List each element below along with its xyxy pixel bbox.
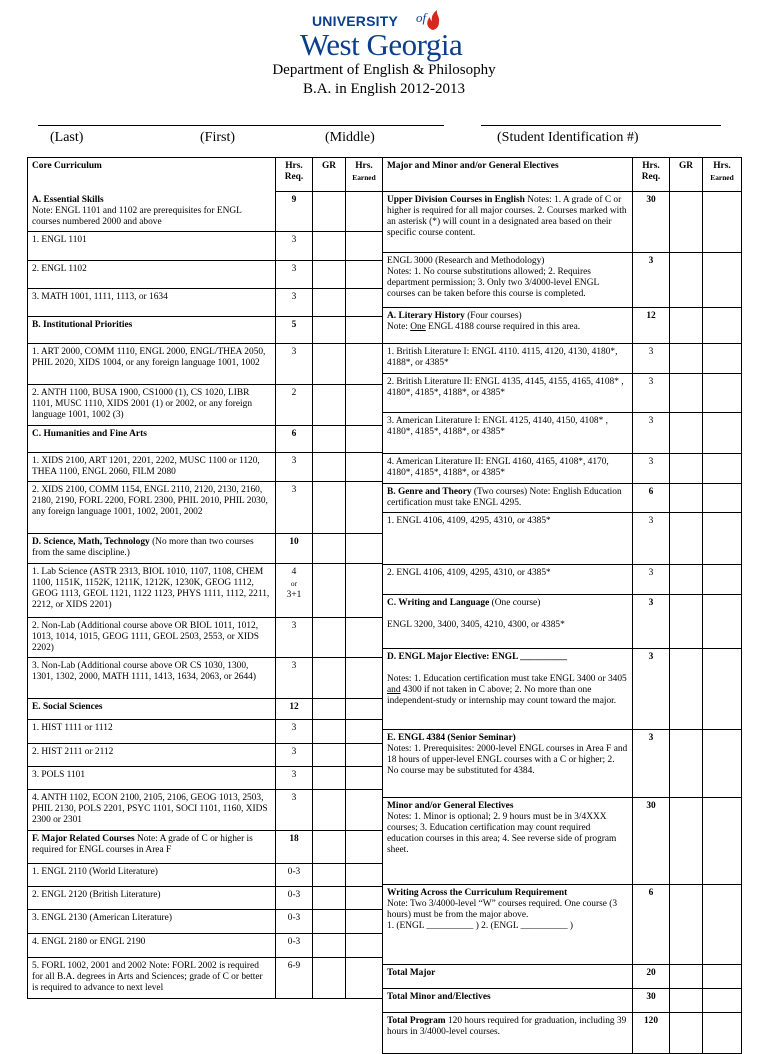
program-sheet-table	[27, 157, 742, 192]
table-cell	[670, 484, 703, 513]
table-cell: 6-9	[276, 958, 313, 999]
hrs-cell[interactable]	[703, 344, 742, 374]
text-span: Notes: 1. Education certification must take ENGL 3400 or 3405	[387, 674, 627, 684]
text-span: Hrs.	[713, 161, 731, 171]
hrs-cell[interactable]	[346, 720, 383, 744]
gr-cell[interactable]	[313, 958, 346, 999]
area-a-hours: 9	[276, 192, 313, 232]
table-cell: 3	[276, 232, 313, 261]
table-cell	[703, 484, 742, 513]
table-cell	[313, 192, 346, 232]
row-e2: 2. HIST 2111 or 2112	[28, 744, 276, 767]
gr-cell[interactable]	[313, 453, 346, 482]
table-cell	[346, 192, 383, 232]
id-signature-line[interactable]	[481, 125, 721, 126]
name-signature-line[interactable]	[38, 125, 444, 126]
hrs-cell[interactable]	[346, 232, 383, 261]
gr-cell[interactable]	[670, 885, 703, 965]
table-cell: 18	[276, 831, 313, 864]
table-cell: 120	[633, 1013, 670, 1054]
table-cell: 3	[633, 513, 670, 565]
area-b-title: B. Institutional Priorities	[28, 317, 276, 344]
table-cell	[670, 1013, 703, 1054]
table-cell: 3	[633, 595, 670, 649]
hrs-earned-header-left	[346, 158, 383, 192]
gr-cell[interactable]	[313, 618, 346, 658]
gr-cell[interactable]	[670, 454, 703, 484]
table-cell: 2	[276, 385, 313, 426]
hrs-earned-header-right	[703, 158, 742, 192]
hrs-cell[interactable]	[703, 413, 742, 454]
area-d-title	[28, 534, 276, 564]
gr-cell[interactable]	[313, 261, 346, 289]
text-span: ENGL 4188 course required in this area.	[425, 322, 581, 332]
gr-cell[interactable]	[670, 730, 703, 798]
table-cell: 3	[276, 790, 313, 831]
hrs-cell[interactable]	[346, 564, 383, 618]
program-title: B.A. in English 2012-2013	[302, 81, 466, 97]
hrs-cell[interactable]	[703, 374, 742, 413]
row-lh1: 1. British Literature I: ENGL 4110. 4115, 4120, 4130, 4180*, 4188*, or 4385*	[383, 344, 633, 374]
gr-cell[interactable]	[313, 232, 346, 261]
text-span: F. Major Related Courses	[32, 834, 135, 844]
table-cell: 30	[633, 192, 670, 253]
text-span: ENGL 3200, 3400, 3405, 4210, 4300, or 4385*	[387, 620, 565, 630]
table-cell	[703, 1013, 742, 1054]
hrs-cell[interactable]	[703, 730, 742, 798]
table-cell	[703, 308, 742, 344]
hrs-cell[interactable]	[346, 482, 383, 534]
table-cell: 12	[633, 308, 670, 344]
table-cell: 0-3	[276, 864, 313, 887]
text-span: D. Science, Math, Technology	[32, 537, 150, 547]
text-span: 4	[291, 567, 297, 577]
gr-cell[interactable]	[313, 385, 346, 426]
row-f1: 1. ENGL 2110 (World Literature)	[28, 864, 276, 887]
text-span: D. ENGL Major Elective: ENGL __________	[387, 652, 568, 662]
hrs-cell[interactable]	[703, 513, 742, 565]
gr-cell[interactable]	[313, 289, 346, 317]
text-span: (Four courses)	[467, 311, 522, 321]
text-span: (Two courses) Note: English Education certification must take ENGL 4295.	[387, 487, 622, 508]
table-cell	[346, 534, 383, 564]
hrs-cell[interactable]	[346, 261, 383, 289]
text-span: 120 hours required for graduation, including 39 hours in 3/4000-level courses.	[387, 1016, 627, 1037]
table-cell	[670, 989, 703, 1013]
major-elective-block	[383, 649, 633, 730]
table-cell	[703, 965, 742, 989]
logo-university-text: UNIVERSITY	[312, 13, 399, 29]
hrs-cell[interactable]	[346, 934, 383, 958]
total-program-row	[383, 1013, 633, 1054]
text-span: Upper Division Courses in English	[387, 195, 525, 205]
table-cell	[670, 798, 703, 885]
table-cell: 6	[633, 484, 670, 513]
text-span: Earned	[352, 173, 376, 182]
last-name-label: (Last)	[50, 130, 84, 145]
table-cell: 3	[633, 253, 670, 308]
row-b2: 2. ANTH 1100, BUSA 1900, CS1000 (1), CS 1020, LIBR 1101, MUSC 1110, XIDS 2001 (1) or 2002, or any foreign language 1001, 1002 (3)	[28, 385, 276, 426]
row-e3: 3. POLS 1101	[28, 767, 276, 790]
area-c-title: C. Humanities and Fine Arts	[28, 426, 276, 453]
row-lh3: 3. American Literature I: ENGL 4125, 4140, 4150, 4108* , 4180*, 4185*, 4188*, or 4385*	[383, 413, 633, 454]
gr-cell[interactable]	[670, 595, 703, 649]
senior-seminar-block	[383, 730, 633, 798]
hrs-cell[interactable]	[703, 565, 742, 595]
table-cell	[346, 831, 383, 864]
gr-cell[interactable]	[313, 910, 346, 934]
total-minor-row: Total Minor and/Electives	[383, 989, 633, 1013]
text-span: Total Program	[387, 1016, 446, 1026]
hrs-cell[interactable]	[346, 658, 383, 699]
text-span: Note: ENGL 1101 and 1102 are prerequisites for ENGL courses numbered 2000 and above	[32, 206, 242, 227]
gr-cell[interactable]	[313, 720, 346, 744]
table-cell: 3	[276, 482, 313, 534]
table-cell: 10	[276, 534, 313, 564]
table-cell: 6	[276, 426, 313, 453]
row-d2: 2. Non-Lab (Additional course above OR BIOL 1011, 1012, 1013, 1014, 1015, GEOG 1111, GEOL 2503, 2553, or XIDS 2202)	[28, 618, 276, 658]
row-lh4: 4. American Literature II: ENGL 4160, 4165, 4108*, 4170, 4180*, 4185*, 4188*, or 4385*	[383, 454, 633, 484]
department-title: Department of English & Philosophy	[272, 62, 496, 78]
hrs-cell[interactable]	[703, 885, 742, 965]
table-cell: 3	[276, 344, 313, 385]
hrs-cell[interactable]	[703, 649, 742, 730]
genre-theory-block	[383, 484, 633, 513]
text-span: Writing Across the Curriculum Requirement	[387, 888, 568, 898]
text-span: Hrs.	[355, 161, 373, 171]
gr-cell[interactable]	[670, 513, 703, 565]
gr-cell[interactable]	[670, 649, 703, 730]
row-a3: 3. MATH 1001, 1111, 1113, or 1634	[28, 289, 276, 317]
text-span: or	[290, 579, 298, 588]
row-d1-hours	[276, 564, 313, 618]
hrs-cell[interactable]	[346, 767, 383, 790]
row-a1: 1. ENGL 1101	[28, 232, 276, 261]
gr-cell[interactable]	[313, 934, 346, 958]
row-e1: 1. HIST 1111 or 1112	[28, 720, 276, 744]
area-a-title	[28, 192, 276, 232]
upper-division-block	[383, 192, 633, 253]
wac-block	[383, 885, 633, 965]
text-span: and	[387, 685, 401, 695]
text-span: B. Genre and Theory	[387, 487, 472, 497]
table-cell: 30	[633, 989, 670, 1013]
hrs-req-header-left: Hrs. Req.	[276, 158, 313, 192]
engl-3000-block	[383, 253, 633, 308]
table-cell: 3	[276, 289, 313, 317]
gr-cell[interactable]	[670, 413, 703, 454]
text-span: ENGL 3000 (Research and Methodology)	[387, 256, 545, 266]
text-span: (One course)	[491, 598, 541, 608]
gr-header-left: GR	[313, 158, 346, 192]
table-cell: 3	[633, 374, 670, 413]
hrs-cell[interactable]	[346, 618, 383, 658]
text-span: A. Literary History	[387, 311, 465, 321]
table-cell: 3	[276, 658, 313, 699]
row-d1: 1. Lab Science (ASTR 2313, BIOL 1010, 1107, 1108, CHEM 1100, 1151K, 1152K, 1211K, 1212K, 1230K, GEOG 1112, GEOG 1113, GEOL 1121, 1122 1123, PHYS 1111, 1112, 2211, 2212, or XIDS 2201)	[28, 564, 276, 618]
row-f5: 5. FORL 1002, 2001 and 2002 Note: FORL 2002 is required for all B.A. degrees in Arts and Sciences; grade of C or better is required to advance to next level	[28, 958, 276, 999]
row-a2: 2. ENGL 1102	[28, 261, 276, 289]
row-d3: 3. Non-Lab (Additional course above OR CS 1030, 1300, 1301, 1302, 2000, MATH 1111, 1413, 1634, 2063, or 2644)	[28, 658, 276, 699]
text-span: Notes: 1. Prerequisites: 2000-level ENGL courses in Area F and 18 hours of upper-level ENGL courses with a C or higher; 2. No course may be substituted for 4384.	[387, 744, 628, 776]
gr-cell[interactable]	[313, 564, 346, 618]
table-cell: 30	[633, 798, 670, 885]
table-cell: 0-3	[276, 934, 313, 958]
first-name-label: (First)	[200, 130, 235, 145]
text-span: (No more than two courses from the same discipline.)	[32, 537, 254, 558]
table-cell	[346, 317, 383, 344]
gr-cell[interactable]	[670, 344, 703, 374]
hrs-req-header-right: Hrs. Req.	[633, 158, 670, 192]
table-cell: 3	[633, 344, 670, 374]
table-cell	[346, 426, 383, 453]
table-cell: 3	[276, 767, 313, 790]
hrs-cell[interactable]	[346, 910, 383, 934]
text-span: Earned	[710, 173, 734, 182]
hrs-cell[interactable]	[346, 744, 383, 767]
text-span: 3+1	[286, 590, 302, 600]
table-cell: 3	[276, 453, 313, 482]
gr-cell[interactable]	[313, 864, 346, 887]
area-f-title	[28, 831, 276, 864]
row-f2: 2. ENGL 2120 (British Literature)	[28, 887, 276, 910]
wac-blanks: 1. (ENGL __________ ) 2. (ENGL __________ )	[387, 921, 573, 931]
student-id-label: (Student Identification #)	[497, 130, 639, 145]
table-cell: 5	[276, 317, 313, 344]
table-cell: 12	[276, 699, 313, 720]
hrs-cell[interactable]	[346, 344, 383, 385]
table-cell: 3	[633, 565, 670, 595]
middle-name-label: (Middle)	[325, 130, 375, 145]
row-c1: 1. XIDS 2100, ART 1201, 2201, 2202, MUSC 1100 or 1120, THEA 1100, ENGL 2060, FILM 2080	[28, 453, 276, 482]
text-span: A. Essential Skills	[32, 195, 104, 205]
text-span: Note: A grade of C or higher is required for ENGL courses in Area F	[32, 834, 253, 855]
text-span: One	[410, 322, 426, 332]
writing-language-block	[383, 595, 633, 649]
text-span: Note:	[387, 322, 411, 332]
hrs-cell[interactable]	[703, 253, 742, 308]
table-cell	[703, 798, 742, 885]
table-cell	[346, 699, 383, 720]
text-span: Notes: 1. A grade of C or higher is required for all major courses. 2. Courses marked with an asterisk (*) will count in a designated area based on their specific course content.	[387, 195, 627, 238]
table-cell	[313, 317, 346, 344]
university-logo	[0, 7, 768, 67]
hrs-cell[interactable]	[346, 790, 383, 831]
table-cell	[313, 534, 346, 564]
text-span: 4300 if not taken in C above; 2. No more than one independent-study or internship may count toward the major.	[387, 685, 617, 706]
gr-cell[interactable]	[313, 767, 346, 790]
gr-cell[interactable]	[313, 790, 346, 831]
table-cell	[670, 965, 703, 989]
table-cell: 3	[276, 261, 313, 289]
table-cell: 3	[276, 720, 313, 744]
table-cell: 3	[633, 649, 670, 730]
major-minor-header: Major and Minor and/or General Electives	[383, 158, 633, 192]
gr-cell[interactable]	[670, 253, 703, 308]
hrs-cell[interactable]	[703, 595, 742, 649]
text-span: E. ENGL 4384 (Senior Seminar)	[387, 733, 516, 743]
gr-cell[interactable]	[670, 374, 703, 413]
hrs-cell[interactable]	[703, 454, 742, 484]
core-curriculum-header: Core Curriculum	[28, 158, 276, 192]
table-cell: 6	[633, 885, 670, 965]
table-cell: 3	[633, 730, 670, 798]
core-curriculum-table	[27, 191, 383, 999]
text-span: Notes: 1. No course substitutions allowed; 2. Requires department permission; 3. Only two 3/4000-level ENGL courses can be taken before this course is completed.	[387, 267, 599, 299]
table-cell: 3	[276, 618, 313, 658]
table-cell: 3	[276, 744, 313, 767]
gr-header-right: GR	[670, 158, 703, 192]
text-span: C. Writing and Language	[387, 598, 490, 608]
logo-of-text: of	[416, 10, 427, 25]
total-major-row: Total Major	[383, 965, 633, 989]
hrs-cell[interactable]	[346, 289, 383, 317]
gr-cell[interactable]	[313, 658, 346, 699]
row-gt1: 1. ENGL 4106, 4109, 4295, 4310, or 4385*	[383, 513, 633, 565]
hrs-cell[interactable]	[346, 864, 383, 887]
row-f3: 3. ENGL 2130 (American Literature)	[28, 910, 276, 934]
table-cell: 0-3	[276, 910, 313, 934]
gr-cell[interactable]	[313, 344, 346, 385]
logo-name-text: West Georgia	[300, 27, 463, 62]
gr-cell[interactable]	[313, 482, 346, 534]
row-f4: 4. ENGL 2180 or ENGL 2190	[28, 934, 276, 958]
table-cell: 0-3	[276, 887, 313, 910]
table-cell	[313, 426, 346, 453]
gr-cell[interactable]	[313, 887, 346, 910]
minor-electives-block	[383, 798, 633, 885]
literary-history-block	[383, 308, 633, 344]
row-c2: 2. XIDS 2100, COMM 1154, ENGL 2110, 2120, 2130, 2160, 2180, 2190, FORL 2200, FORL 2300, PHIL 2010, PHIL 2030, any foreign language 1001, 1002, 2001, 2002	[28, 482, 276, 534]
gr-cell[interactable]	[670, 565, 703, 595]
gr-cell[interactable]	[313, 744, 346, 767]
row-b1: 1. ART 2000, COMM 1110, ENGL 2000, ENGL/THEA 2050, PHIL 2020, XIDS 1004, or any foreign language 1001, 1002	[28, 344, 276, 385]
area-e-title: E. Social Sciences	[28, 699, 276, 720]
text-span: Notes: 1. Minor is optional; 2. 9 hours must be in 3/4XXX courses; 3. Education certification may count required education courses in this area; 4. See reverse side of program sheet.	[387, 812, 617, 855]
row-lh2: 2. British Literature II: ENGL 4135, 4145, 4155, 4165, 4108* , 4180*, 4185*, 4188*, or 4385*	[383, 374, 633, 413]
table-cell: 3	[633, 454, 670, 484]
row-gt2: 2. ENGL 4106, 4109, 4295, 4310, or 4385*	[383, 565, 633, 595]
hrs-cell[interactable]	[346, 453, 383, 482]
table-cell	[670, 308, 703, 344]
text-span: Note: Two 3/4000-level “W” courses required. One course (3 hours) must be from the major above.	[387, 899, 618, 920]
hrs-cell[interactable]	[346, 958, 383, 999]
table-cell	[703, 192, 742, 253]
table-cell	[670, 192, 703, 253]
table-cell: 3	[633, 413, 670, 454]
table-cell: 20	[633, 965, 670, 989]
table-cell	[313, 831, 346, 864]
hrs-cell[interactable]	[346, 887, 383, 910]
major-table	[382, 191, 742, 1054]
table-cell	[313, 699, 346, 720]
hrs-cell[interactable]	[346, 385, 383, 426]
table-cell	[703, 989, 742, 1013]
text-span: Minor and/or General Electives	[387, 801, 514, 811]
row-e4: 4. ANTH 1102, ECON 2100, 2105, 2106, GEOG 1013, 2503, PHIL 2130, POLS 2201, PSYC 1101, SOCI 1101, 1160, XIDS 2300 or 2301	[28, 790, 276, 831]
